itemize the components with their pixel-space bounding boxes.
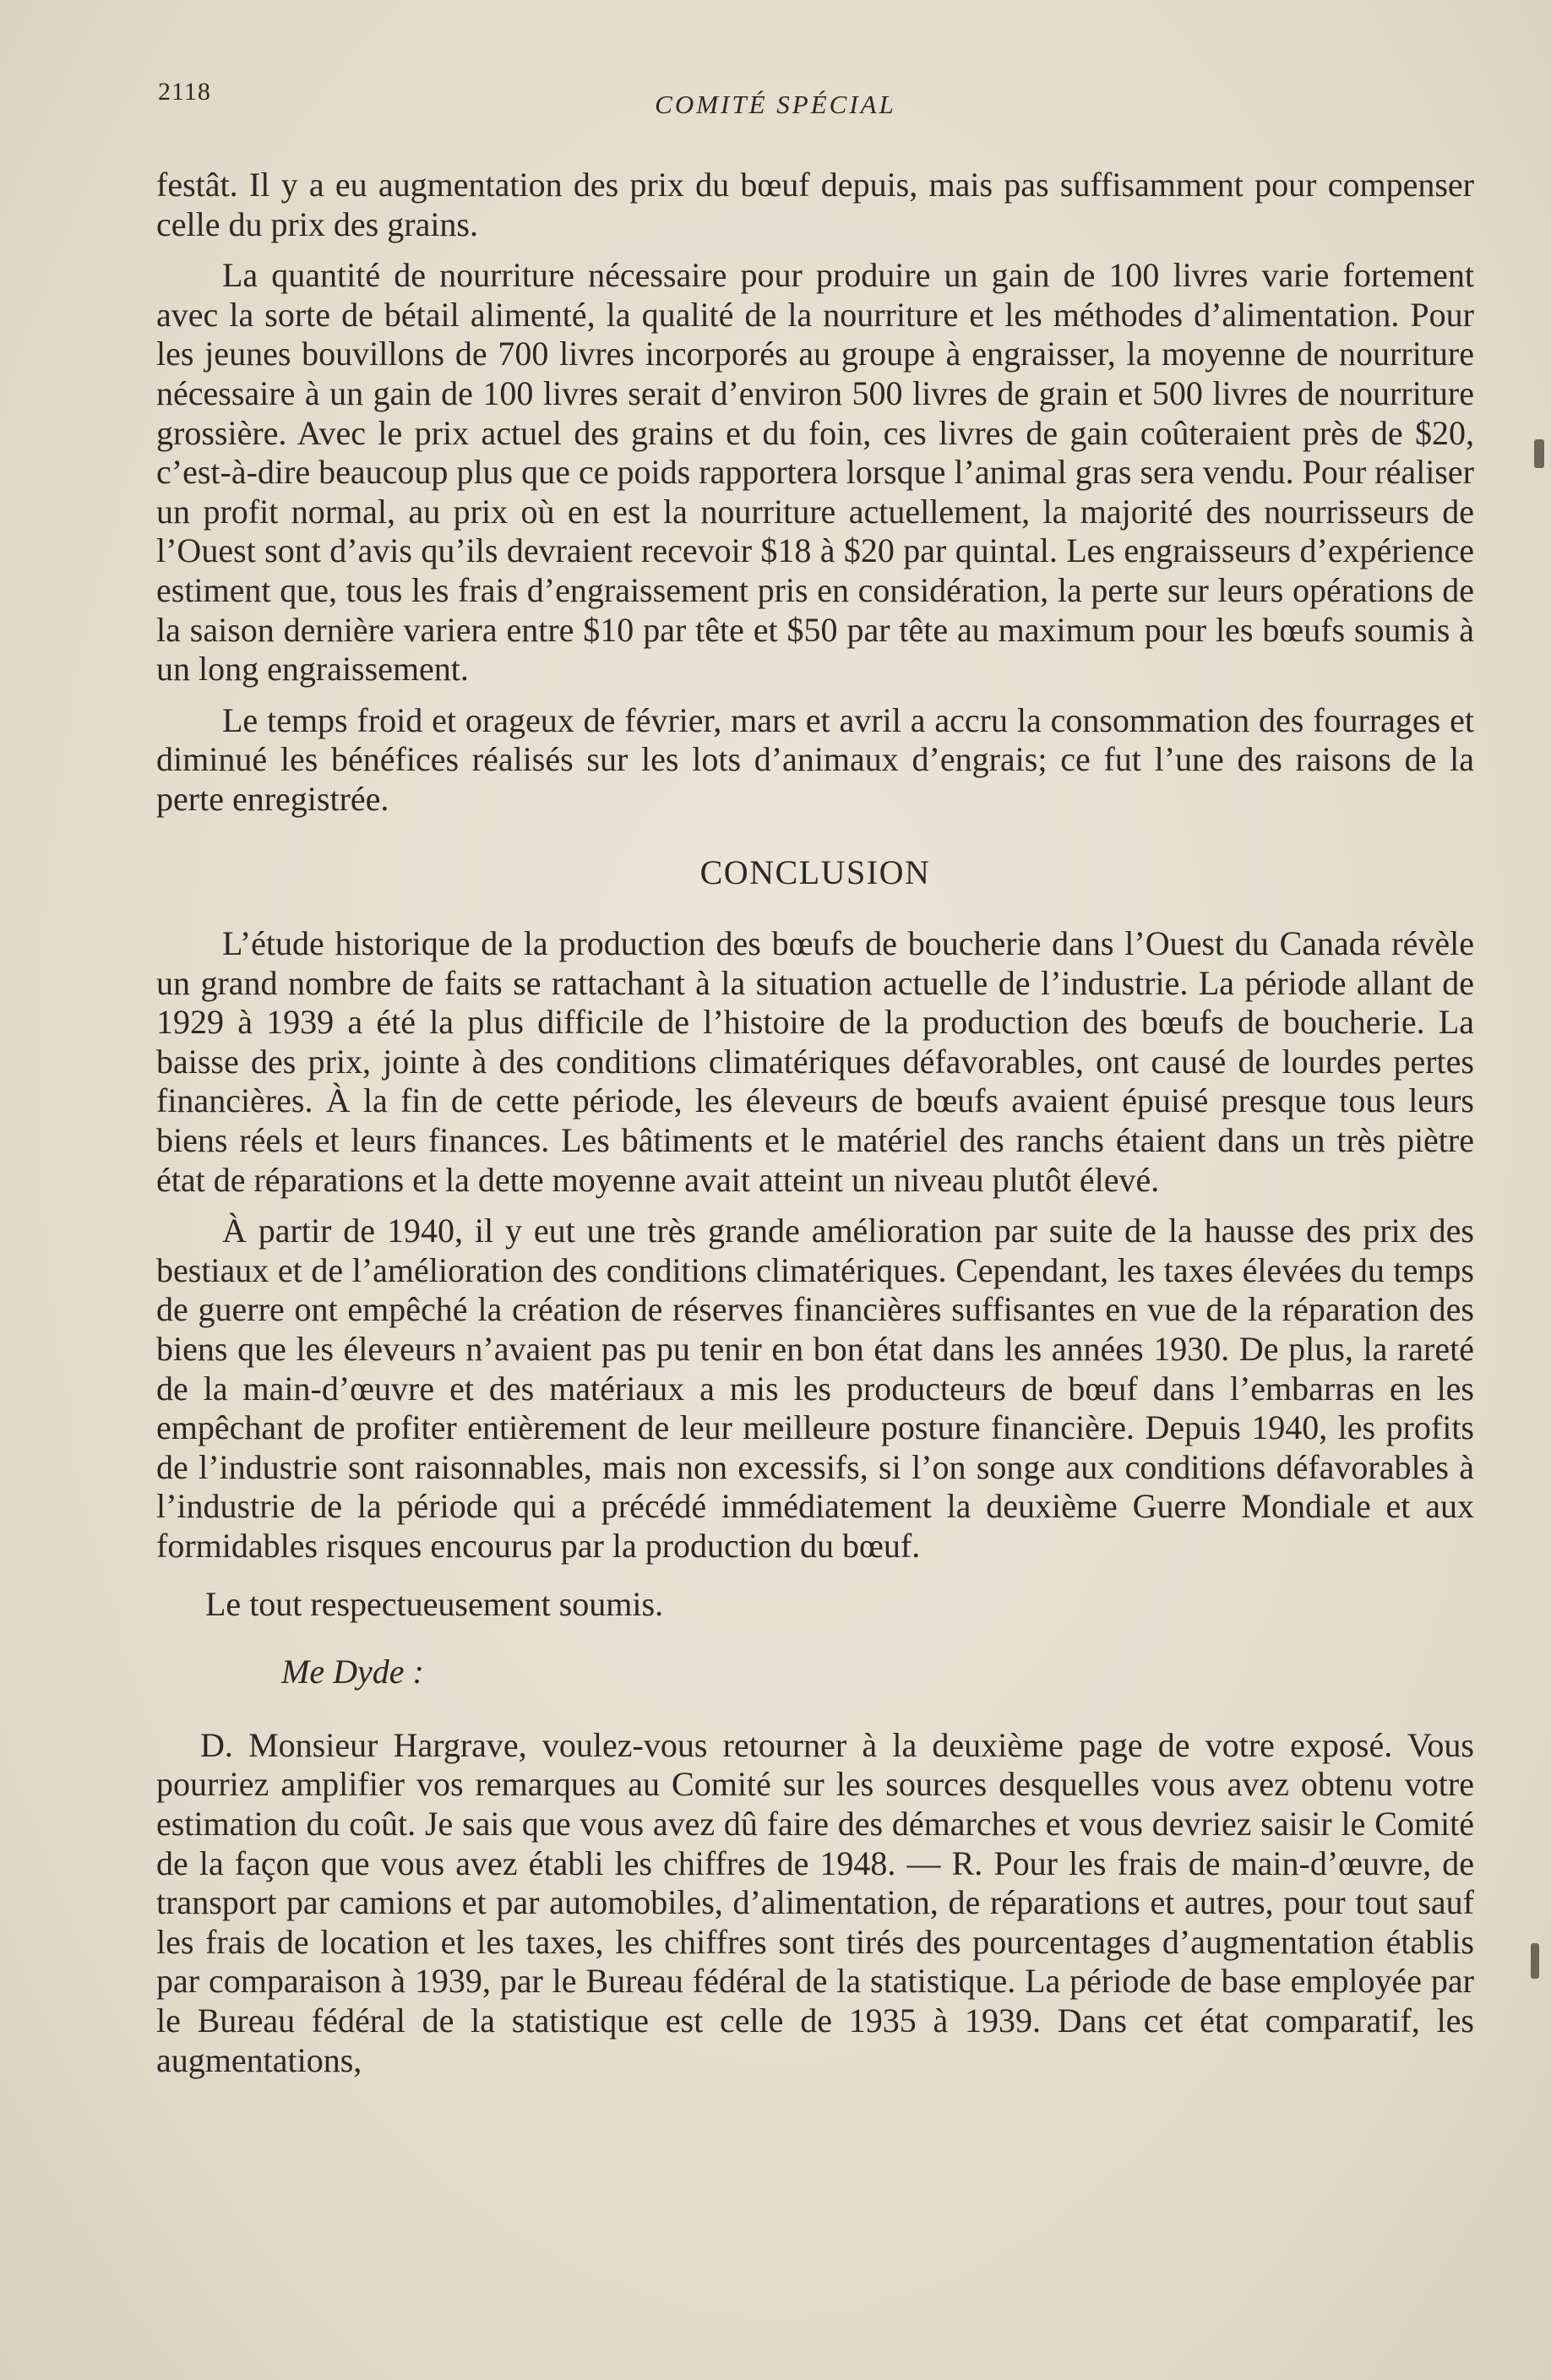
speaker-label: Me Dyde : [281, 1653, 424, 1691]
paragraph-continuation: festât. Il y a eu augmentation des prix du bœuf depuis, mais pas suffisamment pour compenser celle du prix des grains. [156, 166, 1474, 243]
paragraph-feed-requirements: La quantité de nourriture nécessaire pour produire un gain de 100 livres varie fortement avec la sorte de bétail alimenté, la qualité de la nourriture et les méthodes d’alimentation. Pour les jeunes bouvillons de 700 livres incorporés au groupe à engraisser, la moyenne de nourriture nécessaire à un gain de 100 livres serait d’environ 500 livres de grain et 500 livres de nourriture grossière. Avec le prix actuel des grains et du foin, ces livres de gain coûteraient près de $20, c’est-à-dire beaucoup plus que ce poids rapportera lorsque l’animal gras sera vendu. Pour réaliser un profit normal, au prix où en est la nourriture actuellement, la majorité des nourrisseurs de l’Ouest sont d’avis qu’ils devraient recevoir $18 à $20 par quintal. Les engraisseurs d’expérience estiment que, tous les frais d’engraissement pris en considération, la perte sur leurs opérations de la saison dernière variera entre $10 par tête et $50 par tête au maximum pour les bœufs soumis à un long engraissement. [156, 256, 1474, 689]
page-edge-mark [1534, 439, 1544, 468]
running-header [0, 78, 1551, 128]
page-edge-mark [1531, 1943, 1539, 1979]
page-number: 2118 [158, 78, 211, 106]
paragraph-weather: Le temps froid et orageux de février, mars et avril a accru la consommation des fourrages et diminué les bénéfices réalisés sur les lots d’animaux d’engrais; ce fut l’une des raisons de la perte enregistrée. [156, 700, 1474, 818]
body-text [156, 166, 1474, 2080]
running-title: COMITÉ SPÉCIAL [655, 90, 896, 119]
section-heading: CONCLUSION [699, 852, 931, 891]
paragraph-history: L’étude historique de la production des bœufs de boucherie dans l’Ouest du Canada révèle un grand nombre de faits se rattachant à la situation actuelle de l’industrie. La période allant de 1929 à 1939 a été la plus difficile de l’histoire de la production des bœufs de boucherie. La baisse des prix, jointe à des conditions climatériques défavorables, ont causé de lourdes pertes financières. À la fin de cette période, les éleveurs de bœufs avaient épuisé presque tous leurs biens réels et leurs finances. Les bâtiments et le matériel des ranchs étaient dans un très piètre état de réparations et la dette moyenne avait atteint un niveau plutôt élevé. [156, 924, 1474, 1199]
question-answer: D. Monsieur Hargrave, voulez-vous retourner à la deuxième page de votre exposé. Vous pourriez amplifier vos remarques au Comité sur les sources desquelles vous avez obtenu votre estimation du coût. Je sais que vous avez dû faire des démarches et vous devriez saisir le Comité de la façon que vous avez établi les chiffres de 1948. — R. Pour les frais de main-d’œuvre, de transport par camions et par automobiles, d’alimentation, de réparations et autres, pour tout sauf les frais de location et les taxes, les chiffres sont tirés des pourcentages d’augmentation établis par comparaison à 1939, par le Bureau fédéral de la statistique. La période de base employée par le Bureau fédéral de la statistique est celle de 1935 à 1939. Dans cet état comparatif, les augmentations, [156, 1725, 1474, 2079]
closing-line: Le tout respectueusement soumis. [205, 1584, 664, 1623]
paragraph-since-1940: À partir de 1940, il y eut une très grande amélioration par suite de la hausse des prix des bestiaux et de l’amélioration des conditions climatériques. Cependant, les taxes élevées du temps de guerre ont empêché la création de réserves financières suffisantes en vue de la réparation des biens que les éleveurs n’avaient pas pu tenir en bon état dans les années 1930. De plus, la rareté de la main-d’œuvre et des matériaux a mis les producteurs de bœuf dans l’embarras en les empêchant de profiter entièrement de leur meilleure posture financière. Depuis 1940, les profits de l’industrie sont raisonnables, mais non excessifs, si l’on songe aux conditions défavorables à l’industrie de la période qui a précédé immédiatement la deuxième Guerre Mondiale et aux formidables risques encourus par la production du bœuf. [156, 1212, 1474, 1565]
